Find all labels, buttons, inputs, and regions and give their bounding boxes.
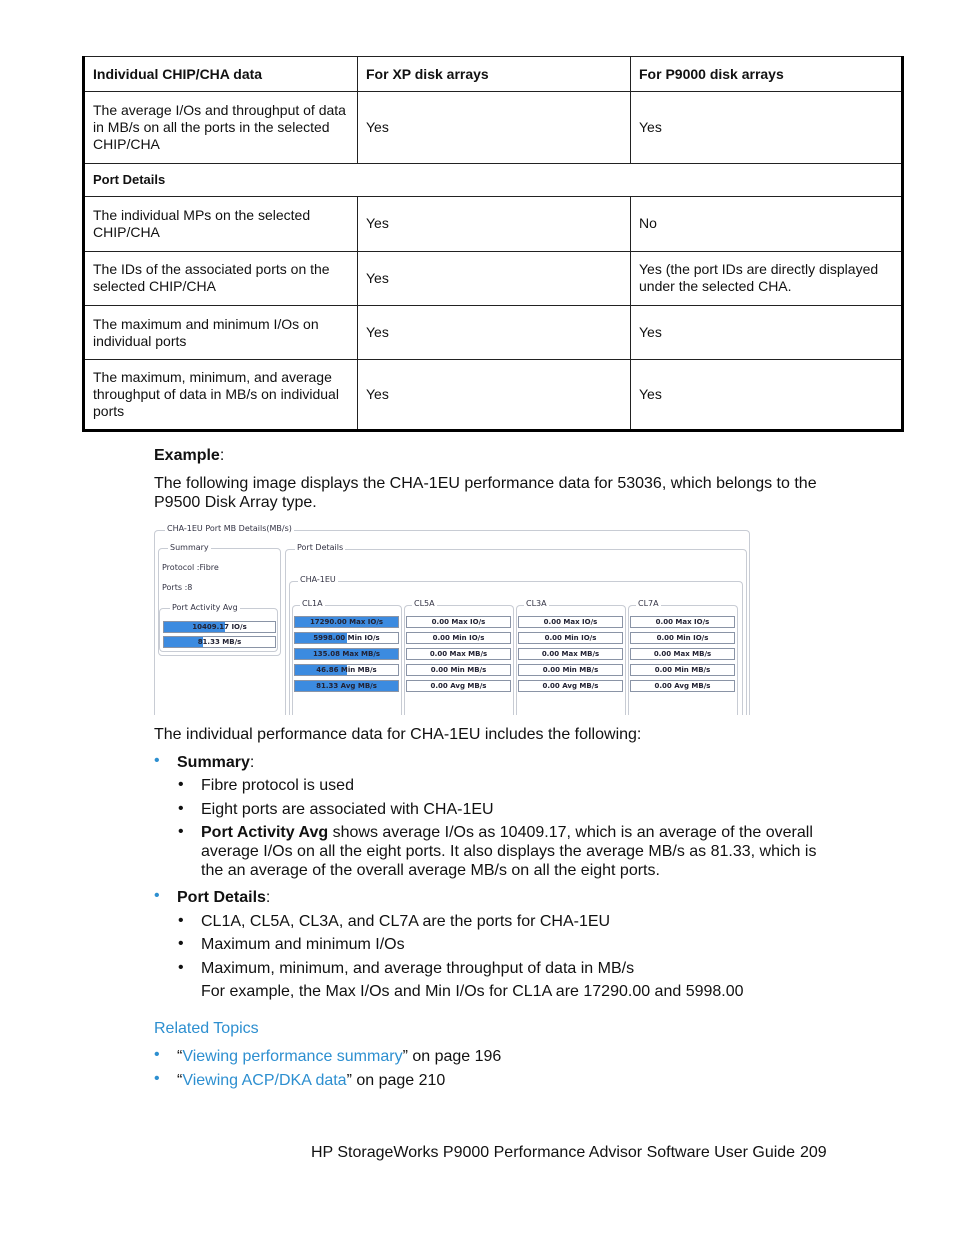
port-metric-bar [518, 632, 623, 644]
port-metric-bar [294, 632, 399, 644]
port-metric-bar [406, 680, 511, 692]
port-details-label: Port Details [177, 889, 266, 906]
related-item: “Viewing performance summary” on page 196 [177, 1048, 502, 1065]
table-cell: No [631, 197, 903, 251]
port-metric-value: 0.00 Min IO/s [544, 634, 597, 642]
avg-mbs-text: 81.33 MB/s [197, 638, 242, 646]
table-header-row [84, 57, 903, 92]
port-metric-bar [406, 648, 511, 660]
table-cell: Yes [631, 305, 903, 359]
port-metric-bar [406, 632, 511, 644]
avg-ios-bar [163, 621, 276, 633]
summary-title: Summary [170, 543, 209, 552]
example-label: Example: [154, 447, 225, 464]
intro-text: The individual performance data for CHA-1EU includes the following: [154, 726, 642, 743]
example-text: The following image displays the CHA-1EU performance data for 53036, which belongs to the P9500 Disk Array type. [154, 475, 817, 511]
port-details-title: Port Details [297, 543, 344, 552]
cha-title: CHA-1EU [300, 575, 336, 584]
example-label-text: Example [154, 447, 220, 464]
port-metric-value: 0.00 Max MB/s [541, 650, 600, 658]
bullet-icon: • [178, 823, 184, 840]
table-cell: The maximum and minimum I/Os on individual ports [84, 305, 358, 359]
port-name: CL7A [638, 599, 659, 608]
port-metric-bar [518, 680, 623, 692]
port-metric-value: 0.00 Min IO/s [656, 634, 709, 642]
port-activity-title: Port Activity Avg [172, 603, 238, 612]
header-cell: For XP disk arrays [358, 57, 631, 92]
port-name: CL5A [414, 599, 435, 608]
protocol-text: Protocol :Fibre [162, 563, 219, 572]
bullet-icon: • [154, 1046, 160, 1063]
port-details-item: CL1A, CL5A, CL3A, and CL7A are the ports for CHA-1EU [201, 913, 611, 930]
related-item: “Viewing ACP/DKA data” on page 210 [177, 1072, 446, 1089]
summary-label: Summary [177, 754, 250, 771]
port-metric-bar [294, 616, 399, 628]
table-row [84, 360, 903, 431]
port-metric-value: 0.00 Max IO/s [655, 618, 710, 626]
table-row [84, 305, 903, 359]
port-metric-value: 135.08 Max MB/s [312, 650, 381, 658]
table-cell: The average I/Os and throughput of data in MB/s on all the ports in the selected CHIP/CHA [84, 92, 358, 164]
section-row [84, 163, 903, 196]
related-suffix: ” on page 210 [346, 1072, 446, 1089]
related-link[interactable]: Viewing ACP/DKA data [182, 1072, 347, 1089]
summary-item: Fibre protocol is used [201, 777, 354, 794]
port-metric-bar [630, 632, 735, 644]
bullet-icon: • [154, 1070, 160, 1087]
port-metric-value: 46.86 Min MB/s [316, 666, 377, 674]
port-metric-value: 0.00 Max MB/s [653, 650, 712, 658]
summary-heading: Summary: [177, 754, 255, 771]
port-metric-bar [518, 648, 623, 660]
port-metric-value: 81.33 Avg MB/s [316, 682, 377, 690]
port-metric-value: 0.00 Max IO/s [431, 618, 486, 626]
port-metric-bar [294, 648, 399, 660]
port-metric-bar [294, 664, 399, 676]
pa-text: shows average I/Os as 10409.17, which is an average of the overall average I/Os on all the eight ports. It also displays the average MB/s as 81.33, which is the an average of the overall average MB/s on all the eight ports. [201, 824, 817, 879]
port-metric-bar [518, 616, 623, 628]
port-metric-bar [630, 664, 735, 676]
table-cell: Yes [358, 305, 631, 359]
port-metric-bar [630, 648, 735, 660]
table-cell: Yes (the port IDs are directly displayed under the selected CHA. [631, 251, 903, 305]
port-metric-bar [406, 664, 511, 676]
port-details-item: Maximum, minimum, and average throughput of data in MB/s [201, 960, 635, 977]
footer-title: HP StorageWorks P9000 Performance Advisor Software User Guide [311, 1144, 796, 1161]
port-metric-value: 17290.00 Max IO/s [309, 618, 384, 626]
port-details-heading: Port Details: [177, 889, 271, 906]
port-metric-bar [294, 680, 399, 692]
table-cell: Yes [631, 360, 903, 431]
port-metric-bar [518, 664, 623, 676]
bullet-icon: • [178, 800, 184, 817]
summary-item: Eight ports are associated with CHA-1EU [201, 801, 494, 818]
port-metric-bar [406, 616, 511, 628]
related-suffix: ” on page 196 [402, 1048, 502, 1065]
avg-ios-text: 10409.17 IO/s [192, 623, 247, 631]
port-metric-value: 5998.00 Min IO/s [313, 634, 380, 642]
pa-label: Port Activity Avg [201, 824, 329, 841]
header-cell: Individual CHIP/CHA data [84, 57, 358, 92]
bullet-icon: • [178, 776, 184, 793]
port-metric-value: 0.00 Avg MB/s [542, 682, 599, 690]
table-cell: Yes [358, 197, 631, 251]
section-label: Port Details [84, 163, 903, 196]
port-metric-bar [630, 616, 735, 628]
port-details-example: For example, the Max I/Os and Min I/Os for CL1A are 17290.00 and 5998.00 [201, 983, 744, 1000]
header-cell: For P9000 disk arrays [631, 57, 903, 92]
port-metric-value: 0.00 Min MB/s [542, 666, 599, 674]
port-metric-value: 0.00 Avg MB/s [654, 682, 711, 690]
table-cell: The IDs of the associated ports on the selected CHIP/CHA [84, 251, 358, 305]
page-number: 209 [800, 1144, 827, 1161]
related-link[interactable]: Viewing performance summary [182, 1048, 403, 1065]
table-cell: The individual MPs on the selected CHIP/CHA [84, 197, 358, 251]
port-metric-value: 0.00 Min IO/s [432, 634, 485, 642]
bullet-icon: • [154, 752, 160, 769]
bullet-icon: • [178, 959, 184, 976]
port-name: CL3A [526, 599, 547, 608]
bullet-icon: • [178, 935, 184, 952]
port-metric-bar [630, 680, 735, 692]
table-cell: The maximum, minimum, and average throughput of data in MB/s on individual ports [84, 360, 358, 431]
bullet-icon: • [154, 887, 160, 904]
chip-cha-data-table [82, 56, 904, 432]
port-activity-paragraph [201, 823, 831, 880]
port-metric-value: 0.00 Avg MB/s [430, 682, 487, 690]
cha-performance-screenshot [154, 524, 750, 712]
ports-text: Ports :8 [162, 583, 193, 592]
table-row [84, 92, 903, 164]
port-metric-value: 0.00 Min MB/s [654, 666, 711, 674]
table-cell: Yes [358, 92, 631, 164]
port-name: CL1A [302, 599, 323, 608]
port-details-item: Maximum and minimum I/Os [201, 936, 405, 953]
tab-title: CHA-1EU Port MB Details(MB/s) [167, 524, 292, 533]
port-metric-value: 0.00 Max IO/s [543, 618, 598, 626]
avg-mbs-bar [163, 636, 276, 648]
table-row [84, 197, 903, 251]
table-cell: Yes [631, 92, 903, 164]
table-cell: Yes [358, 251, 631, 305]
table-row [84, 251, 903, 305]
related-topics-title: Related Topics [154, 1020, 259, 1037]
table-cell: Yes [358, 360, 631, 431]
port-metric-value: 0.00 Min MB/s [430, 666, 487, 674]
port-metric-value: 0.00 Max MB/s [429, 650, 488, 658]
bullet-icon: • [178, 912, 184, 929]
